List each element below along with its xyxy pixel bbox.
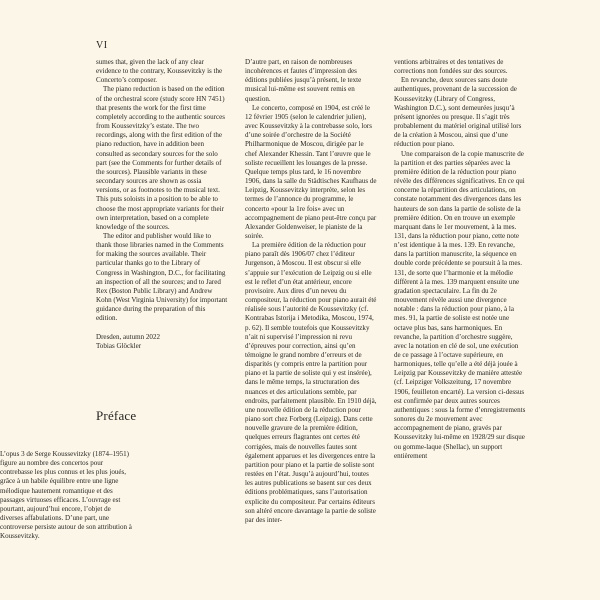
preface-heading: Préface <box>96 408 137 423</box>
preface-column <box>0 450 132 542</box>
column-2 <box>245 58 377 525</box>
paragraph: D’autre part, en raison de nombreuses incohérences et fautes d’impression des éditions publiées jusqu’à présent, le texte musical lui-même est souvent remis en question. <box>245 58 362 103</box>
signature-place-date: Dresden, autumn 2022 <box>96 332 160 341</box>
paragraph: The editor and publisher would like to thank those libraries named in the Comments for making the sources available. Their particular thanks go to the Library of Congress in Washington, D.C., for facilitating an inspection of all the sources; and to Jared Rex (Boston Public Library) and Andrew Kohn (West Virginia University) for important guidance during the preparation of this edition. <box>96 231 228 323</box>
paragraph: Le concerto, composé en 1904, est créé le 12 février 1905 (selon le calendrier julien), avec Koussevitzky à la contrebasse solo, lors d’une soirée d’orchestre de la Société Philharmonique de Moscou, dirigée par le chef Alexander Khessin. Tant l’œuvre que le soliste recueillent les louanges de la presse. Quelque temps plus tard, le 16 novembre 1906, dans la salle du Städtisches Kaufhaus de Leipzig, Koussevitzky interprète, selon les termes de l’annonce du programme, le concerto «pour la 1re fois» avec un accompagnement de piano peut-être conçu par Alexander Goldenweiser, le pianiste de la soirée. <box>245 103 377 240</box>
signature-block <box>96 333 228 351</box>
page-number: VI <box>96 40 108 51</box>
paragraph: En revanche, deux sources sans doute authentiques, provenant de la succession de Koussevitzky (Library of Congress, Washington D.C.), sont demeurées jusqu’à présent ignorées ou presque. Il s’agit très probablement du matériel original utilisé lors de la création à Moscou, ainsi que d’une réduction pour piano. <box>394 76 522 149</box>
paragraph: La première édition de la réduction pour piano paraît dès 1906/07 chez l’éditeur Jurgenson, à Moscou. Il est obscur si elle s’appuie sur l’exécution de Leipzig ou si elle est le reflet d’un état antérieur, encore provisoire. Aux dires d’un neveu du compositeur, la réduction pour piano aurait été réalisée sous l’autorité de Koussevitzky (cf. Kontrabas Istorija i Metodika, Moscou, 1974, p. 62). Il semble toutefois que Koussevitzky n’ait ni supervisé l’impression ni revu d’épreuves pour correction, ainsi qu’en témoigne le grand nombre d’erreurs et de disparités (y compris entre la partition pour piano et la partie de soliste qui y est insérée), dans le même temps, la structuration des nuances et des articulations semble, par endroits, parfaitement plausible. En 1910 déjà, une nouvelle édition de la réduction pour piano sort chez Forberg (Leipzig). Dans cette nouvelle gravure de la première édition, quelques erreurs flagrantes ont certes été corrigées, mais de nouvelles fautes sont également apparues et les divergences entre la partition pour piano et la partie de soliste sont restées en l’état. Jusqu’à aujourd’hui, toutes les autres publications se basent sur ces deux éditions problématiques, sans l’autorisation explicite du compositeur. Par certains éditeurs son altéré encore davantage la partie de soliste par des inter- <box>245 241 377 524</box>
paragraph: ventions arbitraires et des tentatives de corrections non fondées sur des sources. <box>394 58 508 76</box>
paragraph: The piano reduction is based on the edition of the orchestral score (study score HN 7451) that presents the work for the first time completely according to the authentic sources from Koussevitzky’s estate. The two recordings, along with the first edition of the piano reduction, have in addition been consulted as secondary sources for the solo part (see the Comments for further details of the sources). Plausible variants in these secondary sources are shown as ossia versions, or as footnotes to the musical text. This puts soloists in a position to be able to choose the most appropriate variants for their own interpretation, based on a complete knowledge of the sources. <box>96 85 225 231</box>
paragraph: sumes that, given the lack of any clear evidence to the contrary, Koussevitzky is the Concerto’s composer. <box>96 58 223 85</box>
column-3 <box>394 58 526 461</box>
paragraph: Une comparaison de la copie manuscrite de la partition et des parties séparées avec la première édition de la réduction pour piano révèle des différences significatives. En ce qui concerne la répartition des articulations, on constate notamment des divergences dans les hauteurs de son dans la partie de soliste de la première édition. On en trouve un exemple marquant dans le 1er mouvement, à la mes. 131, dans la réduction pour piano, cette note n’est identique à la mes. 139. En revanche, dans la partition manuscrite, la séquence en double corde précédente se poursuit à la mes. 131, de sorte que l’harmonie et la mélodie diffèrent à la mes. 139 marquent ensuite une gradation spectaculaire. La fin du 2e mouvement révèle aussi une divergence notable : dans la réduction pour piano, à la mes. 91, la partie de soliste est notée une octave plus bas, sans harmoniques. En revanche, la partition d’orchestre suggère, avec la notation en clé de sol, une exécution de ce passage à l’octave supérieure, en harmoniques, telle qu’elle a été déjà jouée à Leipzig par Koussevitzky de manière attestée (cf. Leipziger Volkszeitung, 17 novembre 1906, feuilleton encarté). La version ci-dessus est confirmée par deux autres sources authentiques : sous la forme d’enregistrements sonores du 2e mouvement avec accompagnement de piano, gravés par Koussevitzky lui-même en 1928/29 sur disque ou gomme-laque (Shellac), un support entièrement <box>394 149 526 460</box>
paragraph: L’opus 3 de Serge Koussevitzky (1874–1951) figure au nombre des concertos pour contrebasse les plus connus et les plus joués, grâce à un habile équilibre entre une ligne mélodique hautement romantique et des passages virtuoses efficaces. L’ouvrage est pourtant, aujourd’hui encore, l’objet de diverses affabulations. D’une part, une controverse persiste autour de son attribution à Koussevitzky. <box>0 450 132 541</box>
signature-name: Tobias Glöckler <box>96 341 142 350</box>
column-1 <box>96 58 228 351</box>
